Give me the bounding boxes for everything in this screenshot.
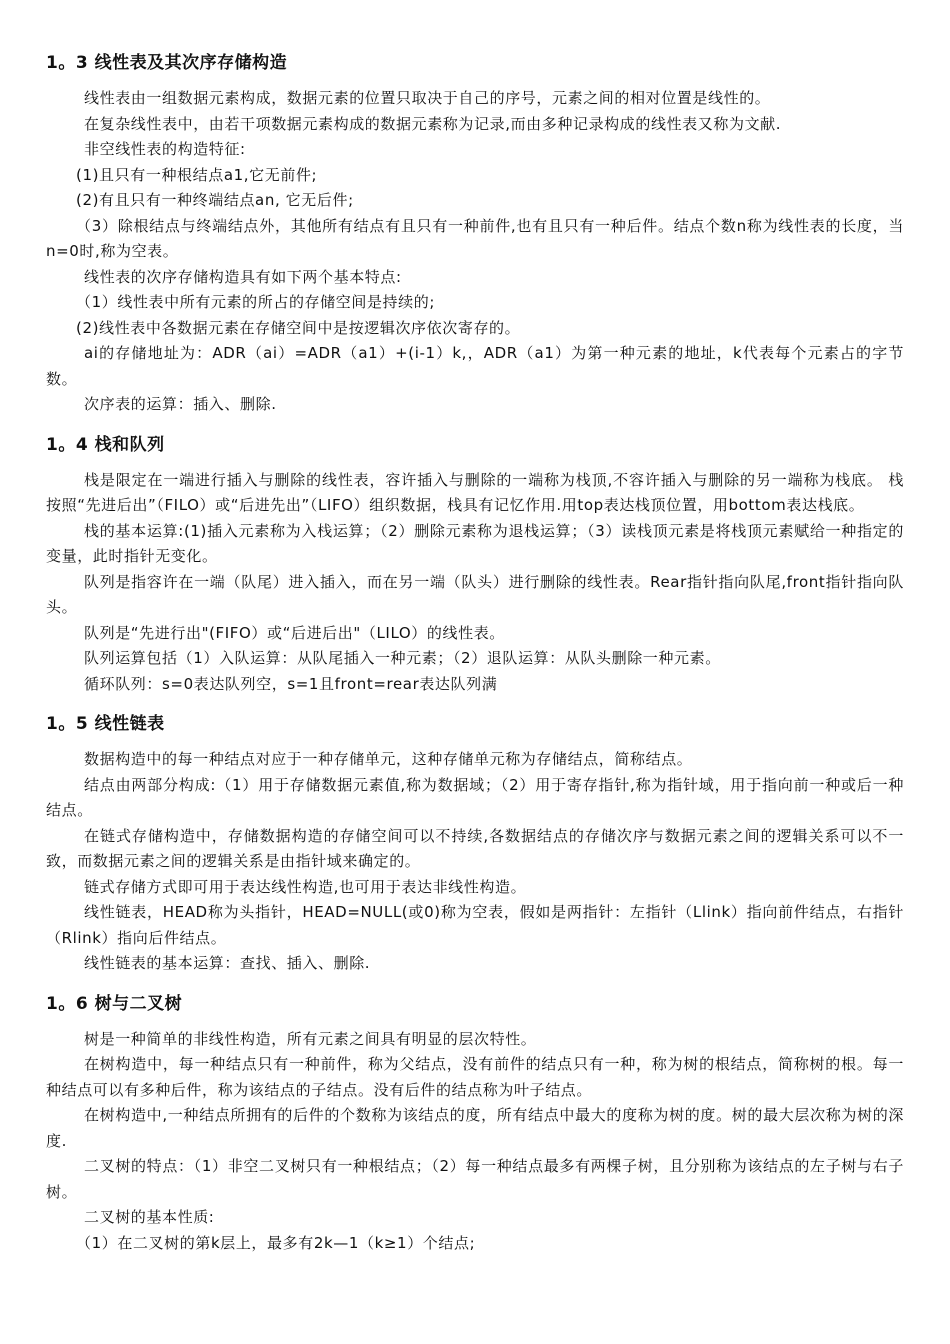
section-heading: 1。5 线性链表 (46, 714, 165, 734)
paragraph: 在复杂线性表中，由若干项数据元素构成的数据元素称为记录,而由多种记录构成的线性表又称为文献. (84, 114, 782, 133)
paragraph: 结点由两部分构成:（1）用于存储数据元素值,称为数据域；（2）用于寄存指针,称为指针域，用于指向前一种或后一种结点。 (46, 775, 904, 819)
paragraph: ai的存储地址为：ADR（ai）=ADR（a1）+(i-1）k,，ADR（a1）为第一种元素的地址，k代表每个元素占的字节数。 (46, 344, 904, 388)
list-item: （3）除根结点与终端结点外，其他所有结点有且只有一种前件,也有且只有一种后件。结点个数n称为线性表的长度，当n=0时,称为空表。 (46, 216, 904, 260)
paragraph: 线性表由一组数据元素构成，数据元素的位置只取决于自己的序号，元素之间的相对位置是线性的。 (84, 89, 771, 107)
paragraph: 线性链表的基本运算：查找、插入、删除. (84, 954, 371, 972)
paragraph: 队列运算包括（1）入队运算：从队尾插入一种元素；（2）退队运算：从队头删除一种元素。 (84, 649, 721, 667)
paragraph: 在树构造中,一种结点所拥有的后件的个数称为该结点的度，所有结点中最大的度称为树的度。树的最大层次称为树的深度. (46, 1106, 904, 1150)
section-1-5 (46, 711, 904, 977)
paragraph: 队列是“先进行出"(FIFO）或“后进后出"（LILO）的线性表。 (84, 623, 505, 642)
paragraph: 在树构造中，每一种结点只有一种前件，称为父结点，没有前件的结点只有一种，称为树的根结点，简称树的根。每一种结点可以有多种后件，称为该结点的子结点。没有后件的结点称为叶子结点。 (46, 1055, 904, 1099)
list-item: (1)且只有一种根结点a1,它无前件; (76, 165, 318, 184)
paragraph: 线性表的次序存储构造具有如下两个基本特点: (84, 267, 402, 286)
paragraph: 二叉树的特点：（1）非空二叉树只有一种根结点；（2）每一种结点最多有两棵子树，且分别称为该结点的左子树与右子树。 (46, 1157, 904, 1201)
paragraph: 在链式存储构造中，存储数据构造的存储空间可以不持续,各数据结点的存储次序与数据元素之间的逻辑关系可以不一致，而数据元素之间的逻辑关系是由指针域来确定的。 (46, 826, 904, 870)
paragraph: 链式存储方式即可用于表达线性构造,也可用于表达非线性构造。 (84, 877, 527, 896)
section-heading: 1。6 树与二叉树 (46, 993, 183, 1014)
section-heading: 1。3 线性表及其次序存储构造 (46, 53, 288, 73)
document-body (46, 50, 904, 1270)
list-item: (2)线性表中各数据元素在存储空间中是按逻辑次序依次寄存的。 (76, 318, 521, 337)
paragraph: 树是一种简单的非线性构造，所有元素之间具有明显的层次特性。 (84, 1029, 537, 1048)
list-item: （1）线性表中所有元素的所占的存储空间是持续的; (76, 293, 435, 311)
paragraph: 非空线性表的构造特征: (84, 140, 246, 158)
section-1-3 (46, 50, 904, 418)
paragraph: 次序表的运算：插入、删除. (84, 395, 277, 413)
paragraph: 数据构造中的每一种结点对应于一种存储单元，这种存储单元称为存储结点，简称结点。 (84, 750, 693, 768)
paragraph: 线性链表，HEAD称为头指针，HEAD=NULL(或0)称为空表，假如是两指针：左指针（Llink）指向前件结点，右指针（Rlink）指向后件结点。 (46, 903, 904, 947)
paragraph: 栈是限定在一端进行插入与删除的线性表，容许插入与删除的一端称为栈顶,不容许插入与删除的另一端称为栈底。 栈按照“先进后出”（FILO）或“后进先出”（LIFO）组织数据，栈具有记忆作用.用top表达栈顶位置，用bottom表达栈底。 (46, 470, 904, 514)
list-item: (2)有且只有一种终端结点an, 它无后件; (76, 191, 354, 209)
paragraph: 循环队列：s=0表达队列空，s=1且front=rear表达队列满 (84, 674, 498, 693)
section-1-6 (46, 991, 904, 1257)
paragraph: 栈的基本运算:(1)插入元素称为入栈运算；（2）删除元素称为退栈运算；（3）读栈顶元素是将栈顶元素赋给一种指定的变量，此时指针无变化。 (46, 521, 904, 565)
section-heading: 1。4 栈和队列 (46, 434, 165, 455)
paragraph: 二叉树的基本性质: (84, 1208, 215, 1226)
paragraph: 队列是指容许在一端（队尾）进入插入，而在另一端（队头）进行删除的线性表。Rear指针指向队尾,front指针指向队头。 (46, 572, 904, 616)
list-item: （1）在二叉树的第k层上，最多有2k—1（k≥1）个结点; (76, 1233, 476, 1252)
section-1-4 (46, 432, 904, 698)
